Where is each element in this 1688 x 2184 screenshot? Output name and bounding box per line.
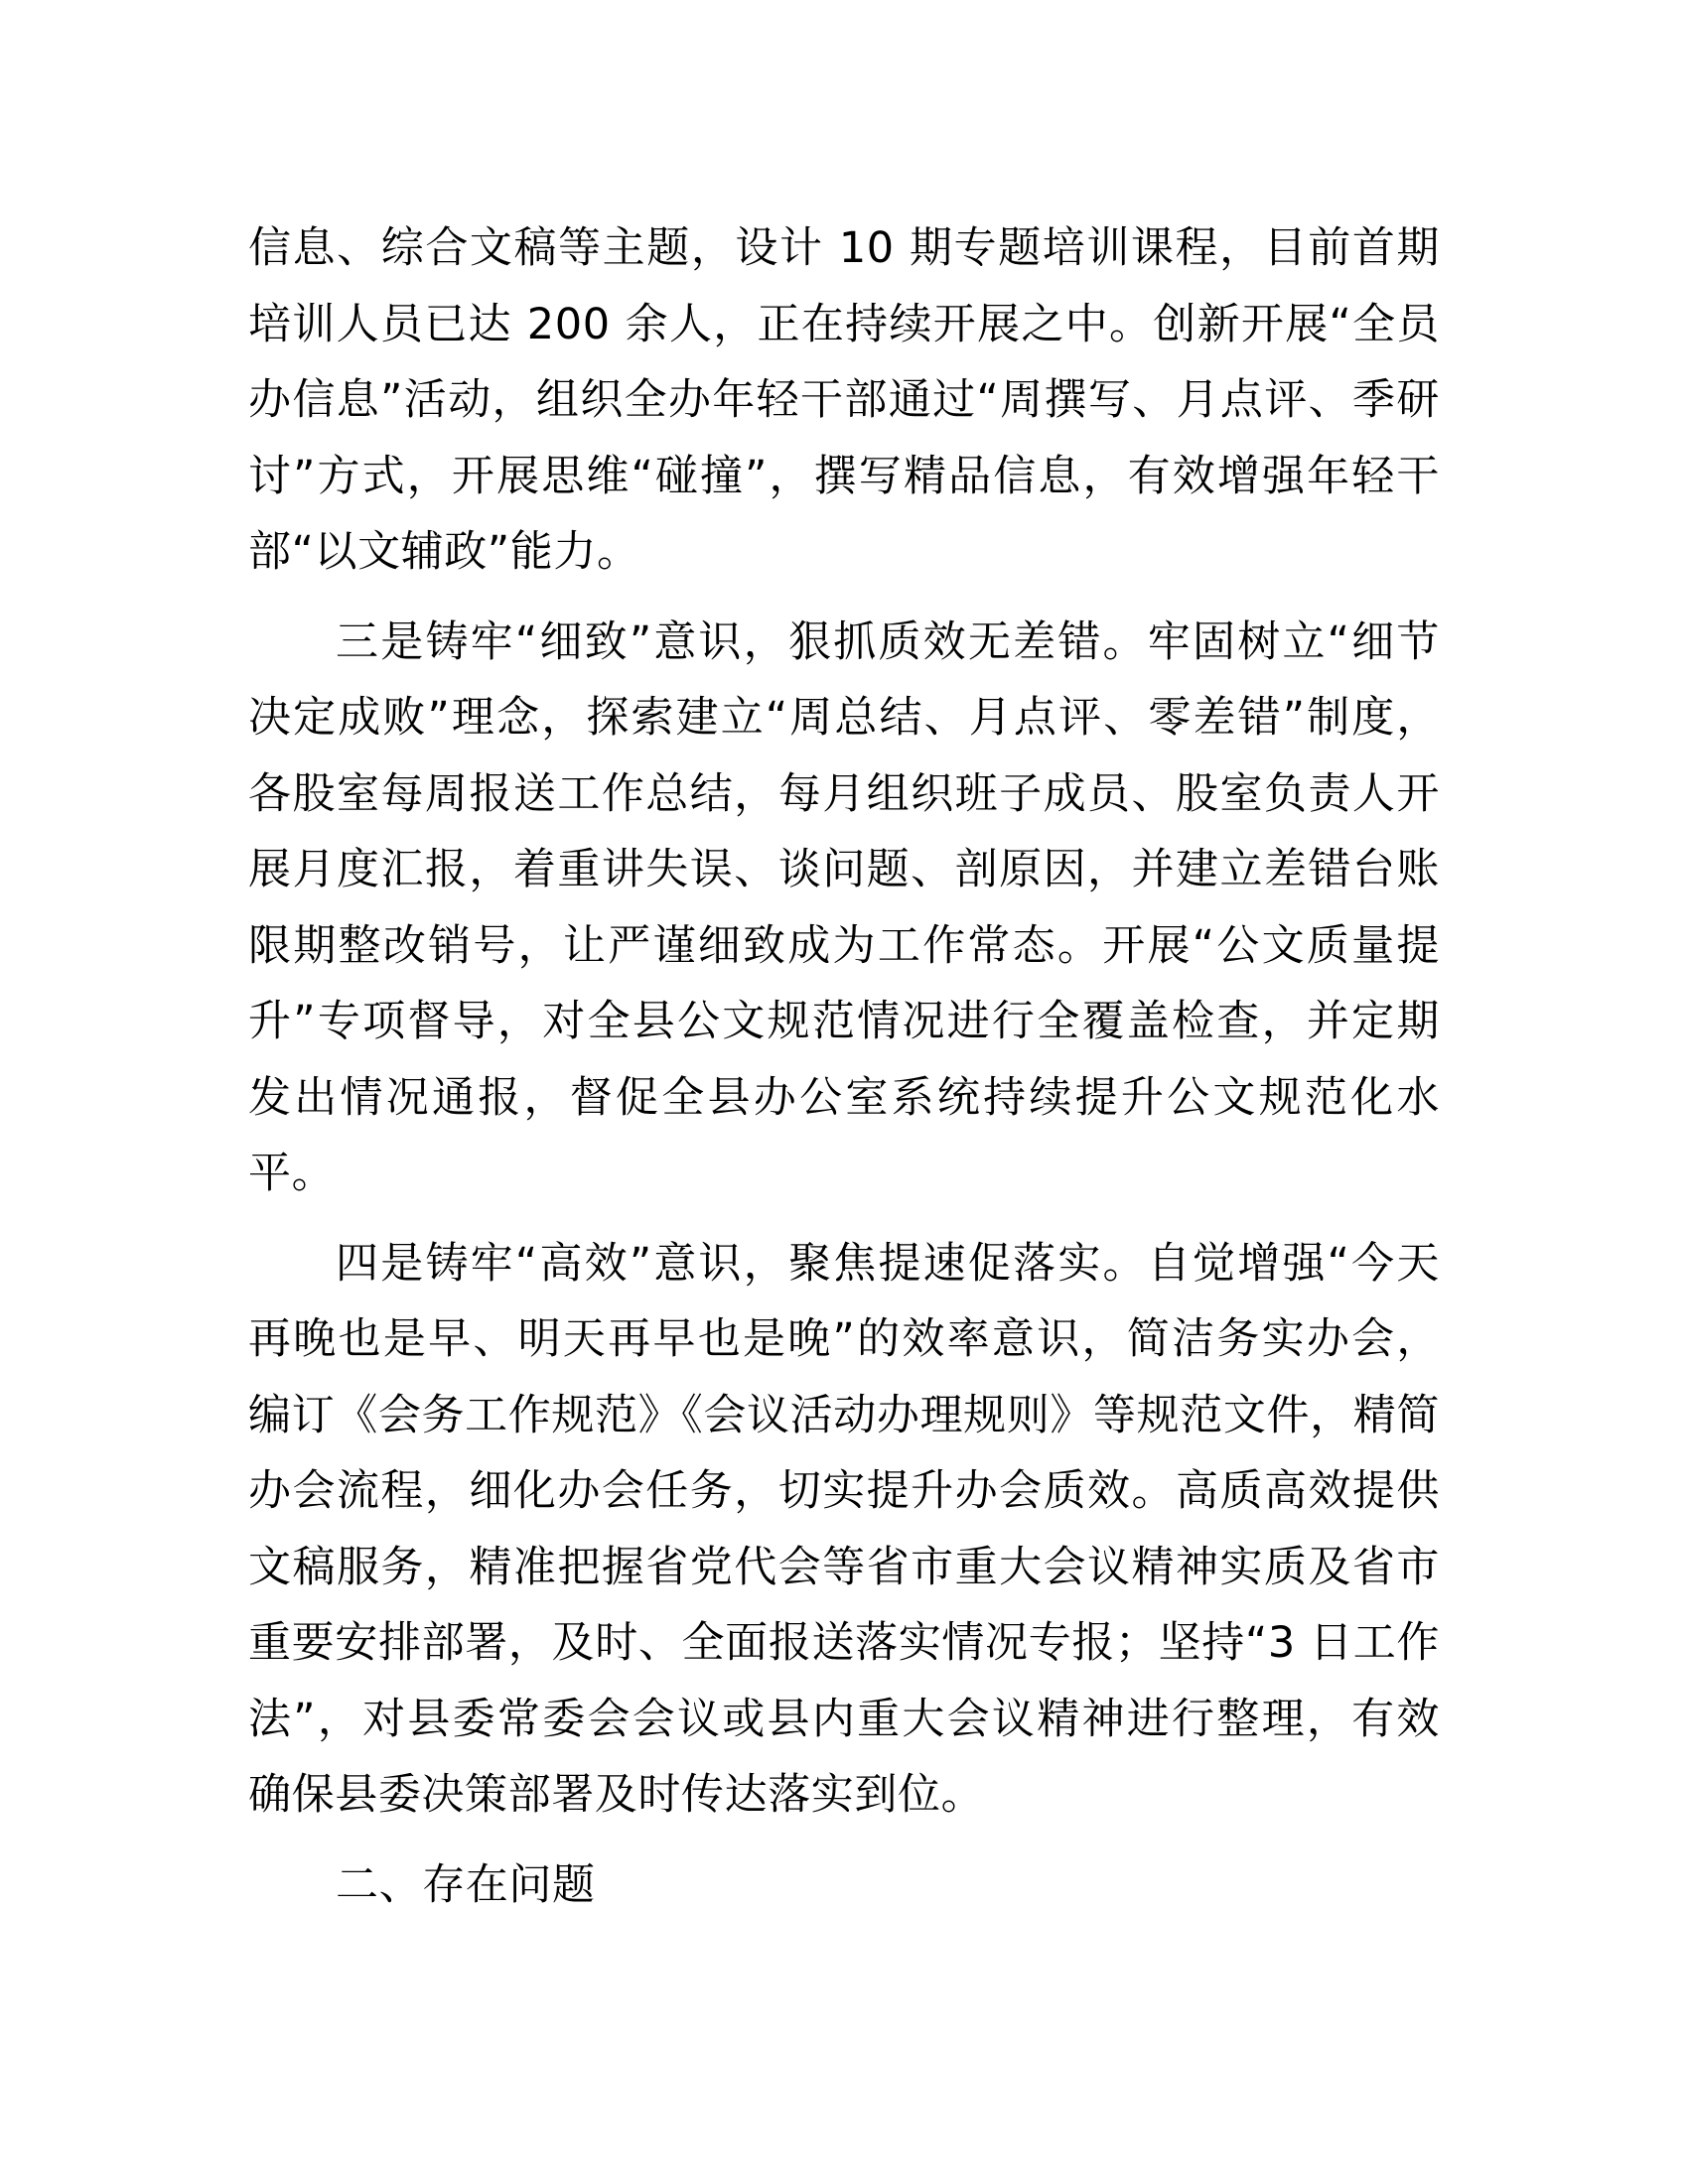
document-page	[248, 210, 1440, 1923]
paragraph-efficiency-awareness: 四是铸牢“高效”意识，聚焦提速促落实。自觉增强“今天再晚也是早、明天再早也是晚”的效率意识，简洁务实办会，编订《会务工作规范》《会议活动办理规则》等规范文件，精简办会流程，细化办会任务，切实提升办会质效。高质高效提供文稿服务，精准把握省党代会等省市重大会议精神实质及省市重要安排部署，及时、全面报送落实情况专报；坚持“3 日工作法”，对县委常委会会议或县内重大会议精神进行整理，有效确保县委决策部署及时传达落实到位。	[248, 1238, 1440, 1820]
paragraph-meticulous-awareness: 三是铸牢“细致”意识，狠抓质效无差错。牢固树立“细节决定成败”理念，探索建立“周总结、月点评、零差错”制度，各股室每周报送工作总结，每月组织班子成员、股室负责人开展月度汇报，着重讲失误、谈问题、剖原因，并建立差错台账限期整改销号，让严谨细致成为工作常态。开展“公文质量提升”专项督导，对全县公文规范情况进行全覆盖检查，并定期发出情况通报，督促全县办公室系统持续提升公文规范化水平。	[248, 616, 1440, 1198]
section-heading-existing-problems: 二、存在问题	[336, 1859, 596, 1910]
paragraph-training-info: 信息、综合文稿等主题，设计 10 期专题培训课程，目前首期培训人员已达 200 余人，正在持续开展之中。创新开展“全员办信息”活动，组织全办年轻干部通过“周撰写、月点评、季研讨”方式，开展思维“碰撞”，撰写精品信息，有效增强年轻干部“以文辅政”能力。	[248, 223, 1440, 577]
